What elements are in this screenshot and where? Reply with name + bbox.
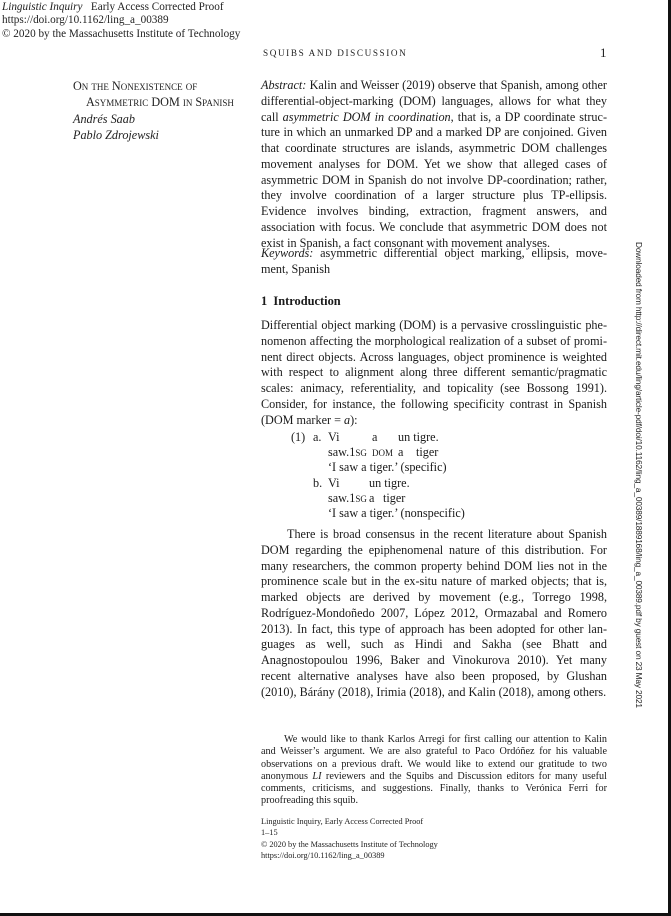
keywords-label: Keywords: [261, 246, 314, 260]
pubinfo-journal: Linguistic Inquiry, Early Access Corrected Proof [261, 817, 424, 826]
abstract-text: , that is, a DP coordinate structure in which an unmarked DP and a marked DP are conjoined. Given that coordinate structures are islands, asymmetric DOM challenges movement analyses for DOM. Yet we show that alleged cases of asymmetric DOM in Spanish do not involve DP-coordination; rather, they involve coordination of a larger structure plus TP-ellipsis. Evidence involves binding, extraction, fragment answers, and association with focus. We conclude that asymmetric DOM does not exist in Spanish, a fact consonant with movement analyses. [261, 109, 608, 250]
gloss-word: saw.1 [328, 490, 356, 505]
stamp-copyright: © 2020 by the Massachusetts Institute of Technology [2, 27, 241, 40]
footnote-text: We would like to thank Karlos Arregi for first calling our attention to Kalin and Weisser’s argument. We are also grateful to Paco Ordóñez for his valuable observations on a previous draft. We would like to extend our gratitude to two anonymous [261, 734, 607, 782]
gloss-word: tiger [416, 445, 439, 460]
pubinfo-copyright: © 2020 by the Massachusetts Institute of Technology [261, 839, 438, 849]
download-watermark: Downloaded from http://direct.mit.edu/ling/article-pdf/doi/10.1162/ling_a_00389/1889168/ling_a_00389.pdf by guest on 23 May 2021 [634, 242, 644, 708]
example-label-b: b. [313, 475, 323, 490]
article-title-line-1: On the Nonexistence of [73, 79, 198, 93]
stamp-journal: Linguistic Inquiry [2, 1, 83, 13]
article-title-line-2: Asymmetric DOM in Spanish [86, 95, 234, 110]
translation-text: ‘I saw a tiger.’ (specific) [328, 460, 447, 475]
stamp-line-1 [2, 1, 240, 14]
abstract-emphasis: asymmetric DOM in coordination [282, 109, 451, 124]
stamp-doi[interactable]: https://doi.org/10.1162/ling_a_00389 [2, 14, 169, 27]
gloss-word: a [369, 490, 375, 505]
intro-text: Differential object marking (DOM) is a pervasive crosslinguistic phenomenon affecting the morphological realization of a subset of prominent direct objects. Across languages, object prominence is weighted with respect to alignment along three different semantic/pragmatic scales: animacy, referentiality, and topicality (see Bossong 1991). Consider, for instance, the following specificity contrast in Spanish (DOM marker = [261, 318, 607, 427]
gloss-word: tiger [383, 490, 406, 505]
example-word: un tigre. [398, 430, 439, 444]
dom-marker: a [344, 412, 351, 427]
body-paragraph-text: There is broad consensus in the recent literature about Spanish DOM regarding the epiphenomenal nature of this distribution. For many researchers, the common property behind DOM lies not in the prominence scale but in the ex-situ nature of marked objects; that is, marked objects are derived by movement (e.g., Torrego 1998, Rodríguez-Mondoñedo 2007, López 2012, Ormazabal and Romero 2013). In fact, this type of approach has been adopted for other languages as well, such as Hindi and Sakha (see Bhatt and Anagnostopoulou 1996, Baker and Vinokurova 2010). Yet many recent alternative analyses have also been proposed, by Glushan (2010), Bárány (2018), Irimia (2018), and Kalin (2018), among others. [261, 527, 607, 699]
pubinfo-doi[interactable]: https://doi.org/10.1162/ling_a_00389 [261, 851, 385, 861]
example-label-a: a. [313, 430, 322, 444]
gloss-item [328, 491, 367, 506]
translation-text: ‘I saw a tiger.’ (nonspecific) [328, 505, 465, 520]
intro-end: ): [350, 412, 358, 427]
body-paragraph [261, 527, 607, 700]
pubinfo-pages: 1–15 [261, 828, 278, 838]
gloss-word: sg [355, 490, 367, 505]
running-head: SQUIBS AND DISCUSSION [263, 48, 408, 58]
author-name: Andrés Saab [73, 111, 135, 126]
page-number: 1 [600, 45, 607, 60]
publication-info [261, 816, 438, 862]
article-title-block [73, 78, 234, 143]
example-word: Vi [328, 430, 340, 444]
section-title: Introduction [273, 294, 341, 308]
gloss-word: dom [372, 445, 394, 460]
abstract-label: Abstract: [261, 78, 307, 92]
example-word: Vi [328, 475, 340, 490]
gloss-item [328, 445, 367, 460]
gloss-word: saw.1 [328, 445, 356, 460]
stamp-status: Early Access Corrected Proof [90, 1, 224, 13]
abstract [261, 78, 607, 251]
footnote-text: reviewers and the Squibs and Discussion editors for many useful comments, criticisms, and suggestions. Finally, thanks to Verónica Ferri for proofreading this squib. [261, 770, 607, 807]
early-access-stamp [2, 1, 240, 41]
gloss-word: sg [355, 445, 367, 460]
footnote-emphasis: LI [312, 770, 322, 782]
section-heading [261, 294, 341, 309]
example-word: a [372, 430, 378, 444]
intro-paragraph [261, 318, 607, 428]
keywords-text: asymmetric differential object marking, ellipsis, movement, Spanish [261, 246, 607, 276]
abstract-text: Kalin and Weisser (2019) observe that Spanish, among other differential-object-marking (DOM) languages, allows for what they call [261, 78, 607, 124]
section-number: 1 [261, 294, 268, 308]
acknowledgment-footnote [261, 734, 607, 808]
keywords [261, 246, 607, 278]
gloss-word: a [398, 445, 404, 460]
example-number: (1) [291, 430, 306, 444]
author-name: Pablo Zdrojewski [73, 127, 159, 142]
example-word: un tigre. [369, 475, 410, 490]
